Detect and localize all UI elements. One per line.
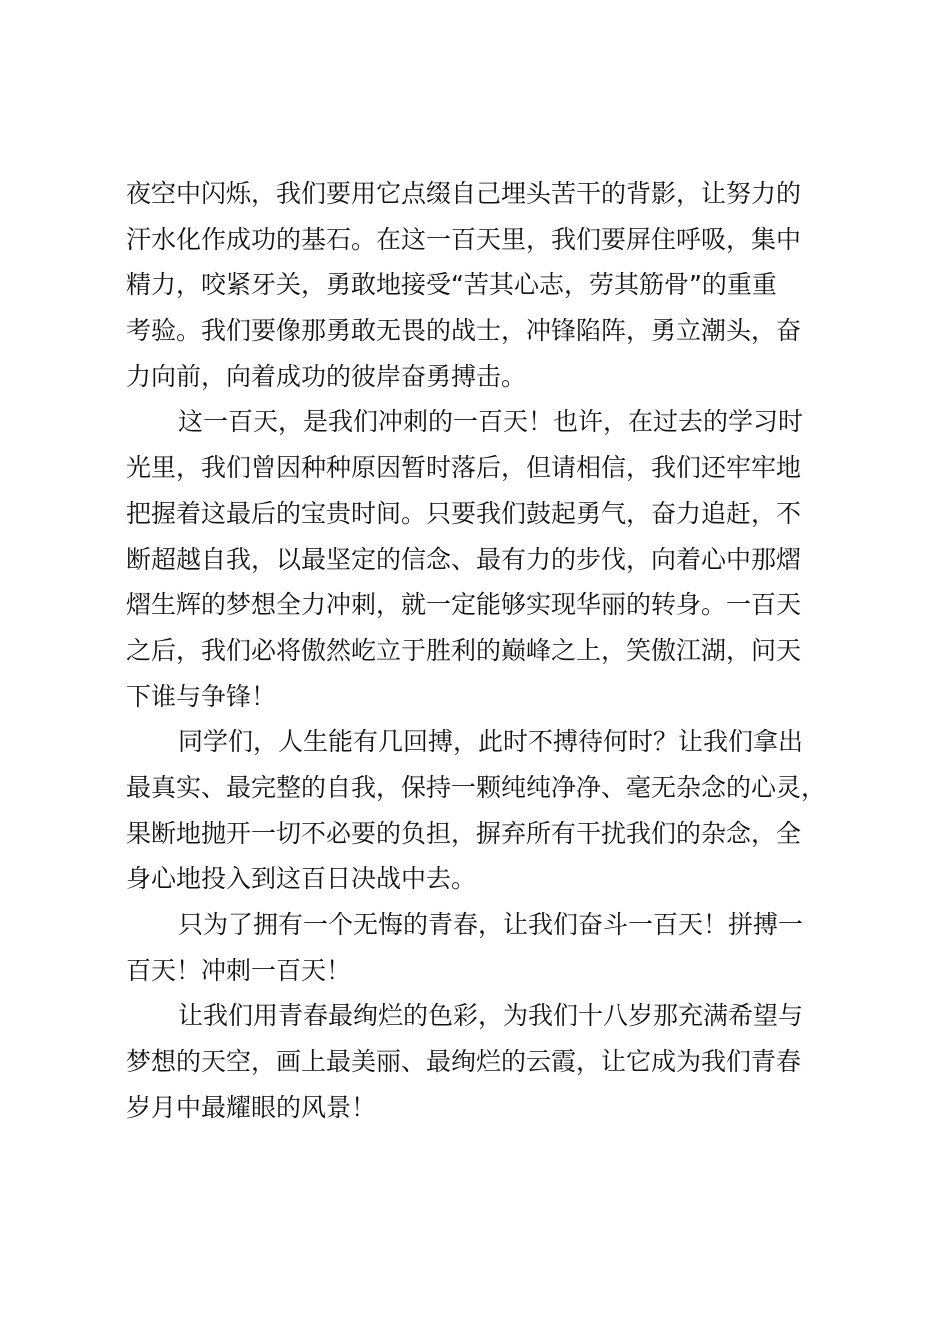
paragraph-3 [126,719,838,902]
text-line: 身心地投入到这百日决战中去。 [126,864,477,894]
text-line: 之后，我们必将傲然屹立于胜利的巅峰之上，笑傲江湖，问天 [126,635,802,665]
text-line: 梦想的天空，画上最美丽、最绚烂的云霞，让它成为我们青春 [126,1047,802,1077]
text-line: 考验。我们要像那勇敢无畏的战士，冲锋陷阵，勇立潮头，奋 [126,316,802,346]
text-line: 岁月中最耀眼的风景！ [126,1092,377,1122]
text-line: 把握着这最后的宝贵时间。只要我们鼓起勇气，奋力追赶，不 [126,498,802,528]
text-line: 这一百天，是我们冲刺的一百天！也许，在过去的学习时 [178,407,804,437]
paragraph-1 [126,171,838,399]
text-line: 最真实、最完整的自我，保持一颗纯纯净净、毫无杂念的心灵， [126,772,827,802]
text-line: 精力，咬紧牙关，勇敢地接受“苦其心志，劳其筋骨”的重重 [126,270,777,300]
text-line: 熠生辉的梦想全力冲刺，就一定能够实现华丽的转身。一百天 [126,590,802,620]
text-line: 光里，我们曾因种种原因暂时落后，但请相信，我们还牢牢地 [126,453,802,483]
text-line: 断超越自我，以最坚定的信念、最有力的步伐，向着心中那熠 [126,544,802,574]
text-line: 下谁与争锋！ [126,681,277,711]
text-line: 果断地抛开一切不必要的负担，摒弃所有干扰我们的杂念，全 [126,818,802,848]
text-line: 同学们，人生能有几回搏，此时不搏待何时？让我们拿出 [178,727,804,757]
text-line: 汗水化作成功的基石。在这一百天里，我们要屏住呼吸，集中 [126,224,802,254]
text-line: 百天！冲刺一百天！ [126,955,352,985]
paragraph-5 [126,993,838,1130]
document-body [126,171,838,1130]
paragraph-2 [126,399,838,719]
text-line: 夜空中闪烁，我们要用它点缀自己埋头苦干的背影，让努力的 [126,179,802,208]
text-line: 力向前，向着成功的彼岸奋勇搏击。 [126,361,527,391]
paragraph-4 [126,902,838,993]
text-line: 让我们用青春最绚烂的色彩，为我们十八岁那充满希望与 [178,1001,804,1031]
text-line: 只为了拥有一个无悔的青春，让我们奋斗一百天！拼搏一 [178,910,804,939]
